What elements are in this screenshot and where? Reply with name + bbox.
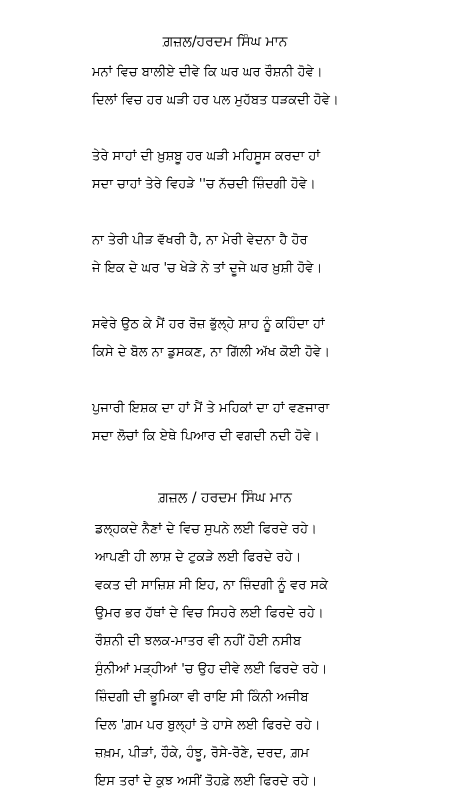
poem2-line: ਦਿਲ 'ਗ਼ਮ ਪਰ ਬੁਲ੍ਹਾਂ ਤੇ ਹਾਸੇ ਲਈ ਫਿਰਦੇ ਰਹੇ। — [95, 718, 321, 733]
poem2-line: ਸੁੰਨੀਆਂ ਮੜ੍ਹੀਆਂ 'ਚ ਉਹ ਦੀਵੇ ਲਈ ਫਿਰਦੇ ਰਹੇ। — [95, 662, 328, 677]
poem2-line: ਜ਼ਖ਼ਮ, ਪੀੜਾਂ, ਹੌਕੇ, ਹੰਝੂ, ਰੋਸੇ-ਰੋਣੇ, ਦਰਦ, ਗ਼ਮ — [95, 746, 310, 761]
poem2-line: ਜ਼ਿੰਦਗੀ ਦੀ ਭੂਮਿਕਾ ਵੀ ਰਾਇ ਸੀ ਕਿੰਨੀ ਅਜੀਬ — [95, 690, 309, 705]
poem1-line: ਨਾ ਤੇਰੀ ਪੀੜ ਵੱਖਰੀ ਹੈ, ਨਾ ਮੇਰੀ ਵੇਦਨਾ ਹੈ ਹੋਰ — [92, 233, 308, 248]
poem1-line: ਸਦਾ ਚਾਹਾਂ ਤੇਰੇ ਵਿਹੜੇ ''ਚ ਨੱਚਦੀ ਜ਼ਿੰਦਗੀ ਹੋਵੇ। — [92, 177, 316, 192]
poem1-line: ਦਿਲਾਂ ਵਿਚ ਹਰ ਘੜੀ ਹਰ ਪਲ ਮੁਹੱਬਤ ਧੜਕਦੀ ਹੋਵੇ। — [92, 93, 339, 108]
poem2-line: ਆਪਣੀ ਹੀ ਲਾਸ਼ ਦੇ ਟੁਕੜੇ ਲਈ ਫਿਰਦੇ ਰਹੇ। — [95, 550, 302, 565]
poem1-line: ਤੇਰੇ ਸਾਹਾਂ ਦੀ ਖ਼ੁਸ਼ਬੂ ਹਰ ਘੜੀ ਮਹਿਸੂਸ ਕਰਦਾ ਹਾਂ — [92, 149, 321, 164]
poem1-title: ਗ਼ਜ਼ਲ/ਹਰਦਮ ਸਿੰਘ ਮਾਨ — [162, 34, 288, 50]
poem1-line: ਕਿਸੇ ਦੇ ਬੋਲ ਨਾ ਡੁਸਕਣ, ਨਾ ਗਿੱਲੀ ਅੱਖ ਕੋਈ ਹੋਵੇ। — [92, 345, 330, 360]
poem2-line: ਰੌਸ਼ਨੀ ਦੀ ਝਲਕ-ਮਾਤਰ ਵੀ ਨਹੀਂ ਹੋਈ ਨਸੀਬ — [95, 634, 302, 649]
poem1-line: ਮਨਾਂ ਵਿਚ ਬਾਲੀਏ ਦੀਵੇ ਕਿ ਘਰ ਘਰ ਰੌਸ਼ਨੀ ਹੋਵੇ। — [92, 65, 323, 80]
poem1-line: ਸਵੇਰੇ ਉਠ ਕੇ ਮੈਂ ਹਰ ਰੋਜ਼ ਭੁੱਲ੍ਹੇ ਸ਼ਾਹ ਨੂੰ ਕਹਿੰਦਾ ਹਾਂ — [92, 317, 325, 332]
poem1-line: ਜੇ ਇਕ ਦੇ ਘਰ 'ਚ ਖੇੜੇ ਨੇ ਤਾਂ ਦੂਜੇ ਘਰ ਖ਼ੁਸ਼ੀ ਹੋਵੇ। — [92, 261, 323, 276]
poem2-line: ਡਲ੍ਹਕਦੇ ਨੈਣਾਂ ਦੇ ਵਿਚ ਸੁਪਨੇ ਲਈ ਫਿਰਦੇ ਰਹੇ। — [95, 522, 317, 537]
poem2-line: ਉਮਰ ਭਰ ਹੱਥਾਂ ਦੇ ਵਿਚ ਸਿਹਰੇ ਲਈ ਫਿਰਦੇ ਰਹੇ। — [95, 606, 324, 621]
poem2-title: ਗ਼ਜ਼ਲ / ਹਰਦਮ ਸਿੰਘ ਮਾਨ — [158, 490, 292, 506]
poem1-line: ਸਦਾ ਲੋਚਾਂ ਕਿ ਏਥੇ ਪਿਆਰ ਦੀ ਵਗਦੀ ਨਦੀ ਹੋਵੇ। — [92, 429, 320, 444]
poem2-line: ਇਸ ਤਰਾਂ ਦੇ ਕੁਝ ਅਸੀਂ ਤੋਹਫ਼ੇ ਲਈ ਫਿਰਦੇ ਰਹੇ। — [95, 774, 318, 789]
poem1-line: ਪੁਜਾਰੀ ਇਸ਼ਕ ਦਾ ਹਾਂ ਮੈਂ ਤੇ ਮਹਿਕਾਂ ਦਾ ਹਾਂ ਵਣਜਾਰਾ — [92, 401, 330, 416]
poem2-line: ਵਕਤ ਦੀ ਸਾਜ਼ਿਸ਼ ਸੀ ਇਹ, ਨਾ ਜ਼ਿੰਦਗੀ ਨੂੰ ਵਰ ਸਕੇ — [95, 578, 328, 593]
